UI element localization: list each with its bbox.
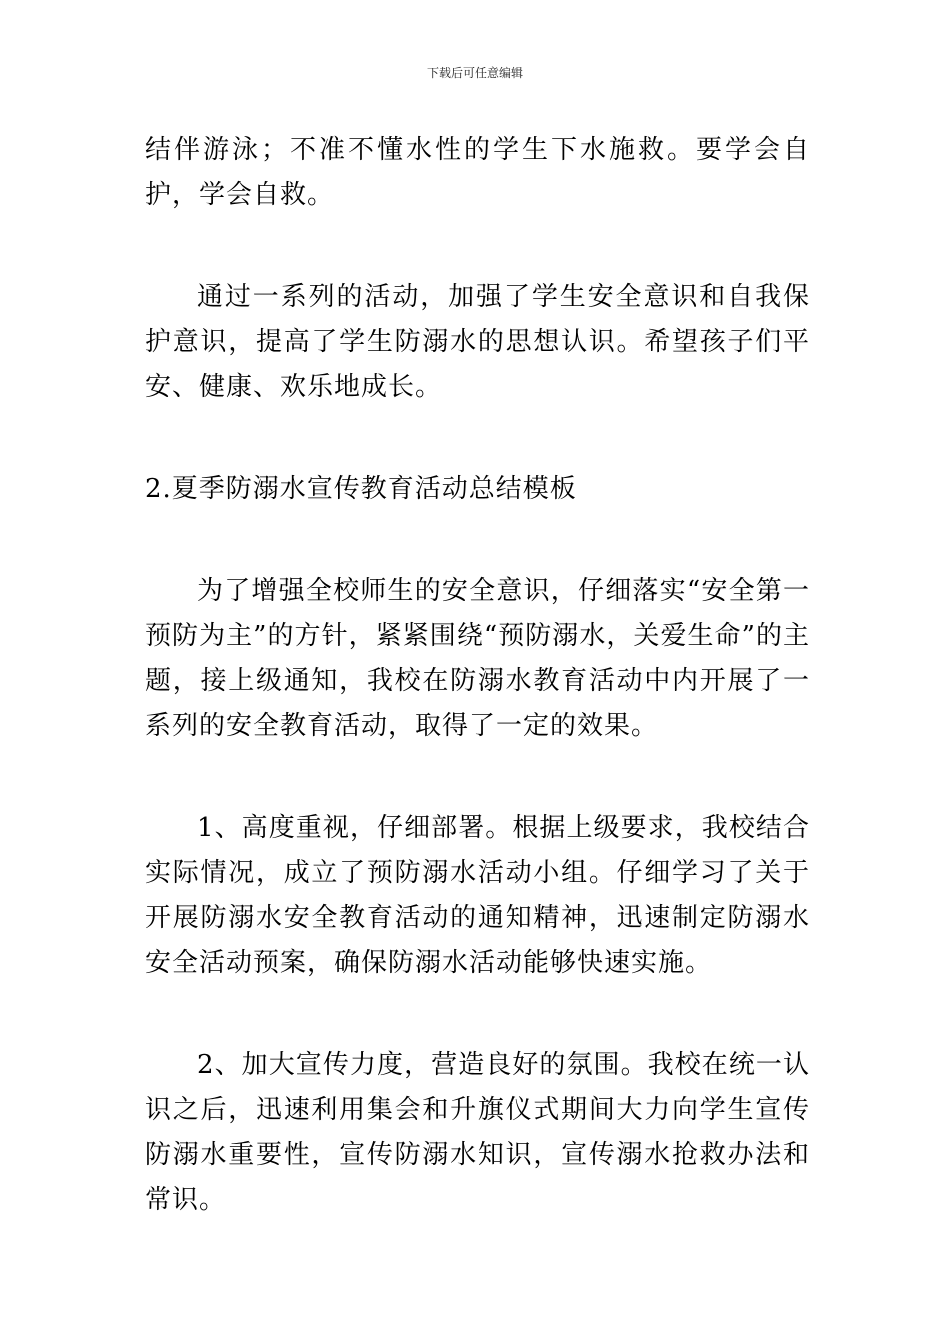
section-heading: 2.夏季防溺水宣传教育活动总结模板	[145, 474, 577, 504]
document-body	[145, 128, 810, 1280]
paragraph-continuation: 结伴游泳；不准不懂水性的学生下水施救。要学会自护，学会自救。	[145, 135, 810, 210]
page-header: 下载后可任意编辑	[426, 66, 523, 80]
paragraph-summary: 通过一系列的活动，加强了学生安全意识和自我保护意识，提高了学生防溺水的思想认识。希望孩子们平安、健康、欢乐地成长。	[145, 282, 810, 402]
paragraph-point-2: 2、加大宣传力度，营造良好的氛围。我校在统一认识之后，迅速利用集会和升旗仪式期间大力向学生宣传防溺水重要性，宣传防溺水知识，宣传溺水抢救办法和常识。	[145, 1050, 810, 1215]
paragraph-point-1: 1、高度重视，仔细部署。根据上级要求，我校结合实际情况，成立了预防溺水活动小组。仔细学习了关于开展防溺水安全教育活动的通知精神，迅速制定防溺水安全活动预案，确保防溺水活动能够快速实施。	[145, 813, 810, 978]
paragraph-intro: 为了增强全校师生的安全意识，仔细落实“安全第一预防为主”的方针，紧紧围绕“预防溺水，关爱生命”的主题，接上级通知，我校在防溺水教育活动中内开展了一系列的安全教育活动，取得了一定的效果。	[145, 576, 810, 741]
